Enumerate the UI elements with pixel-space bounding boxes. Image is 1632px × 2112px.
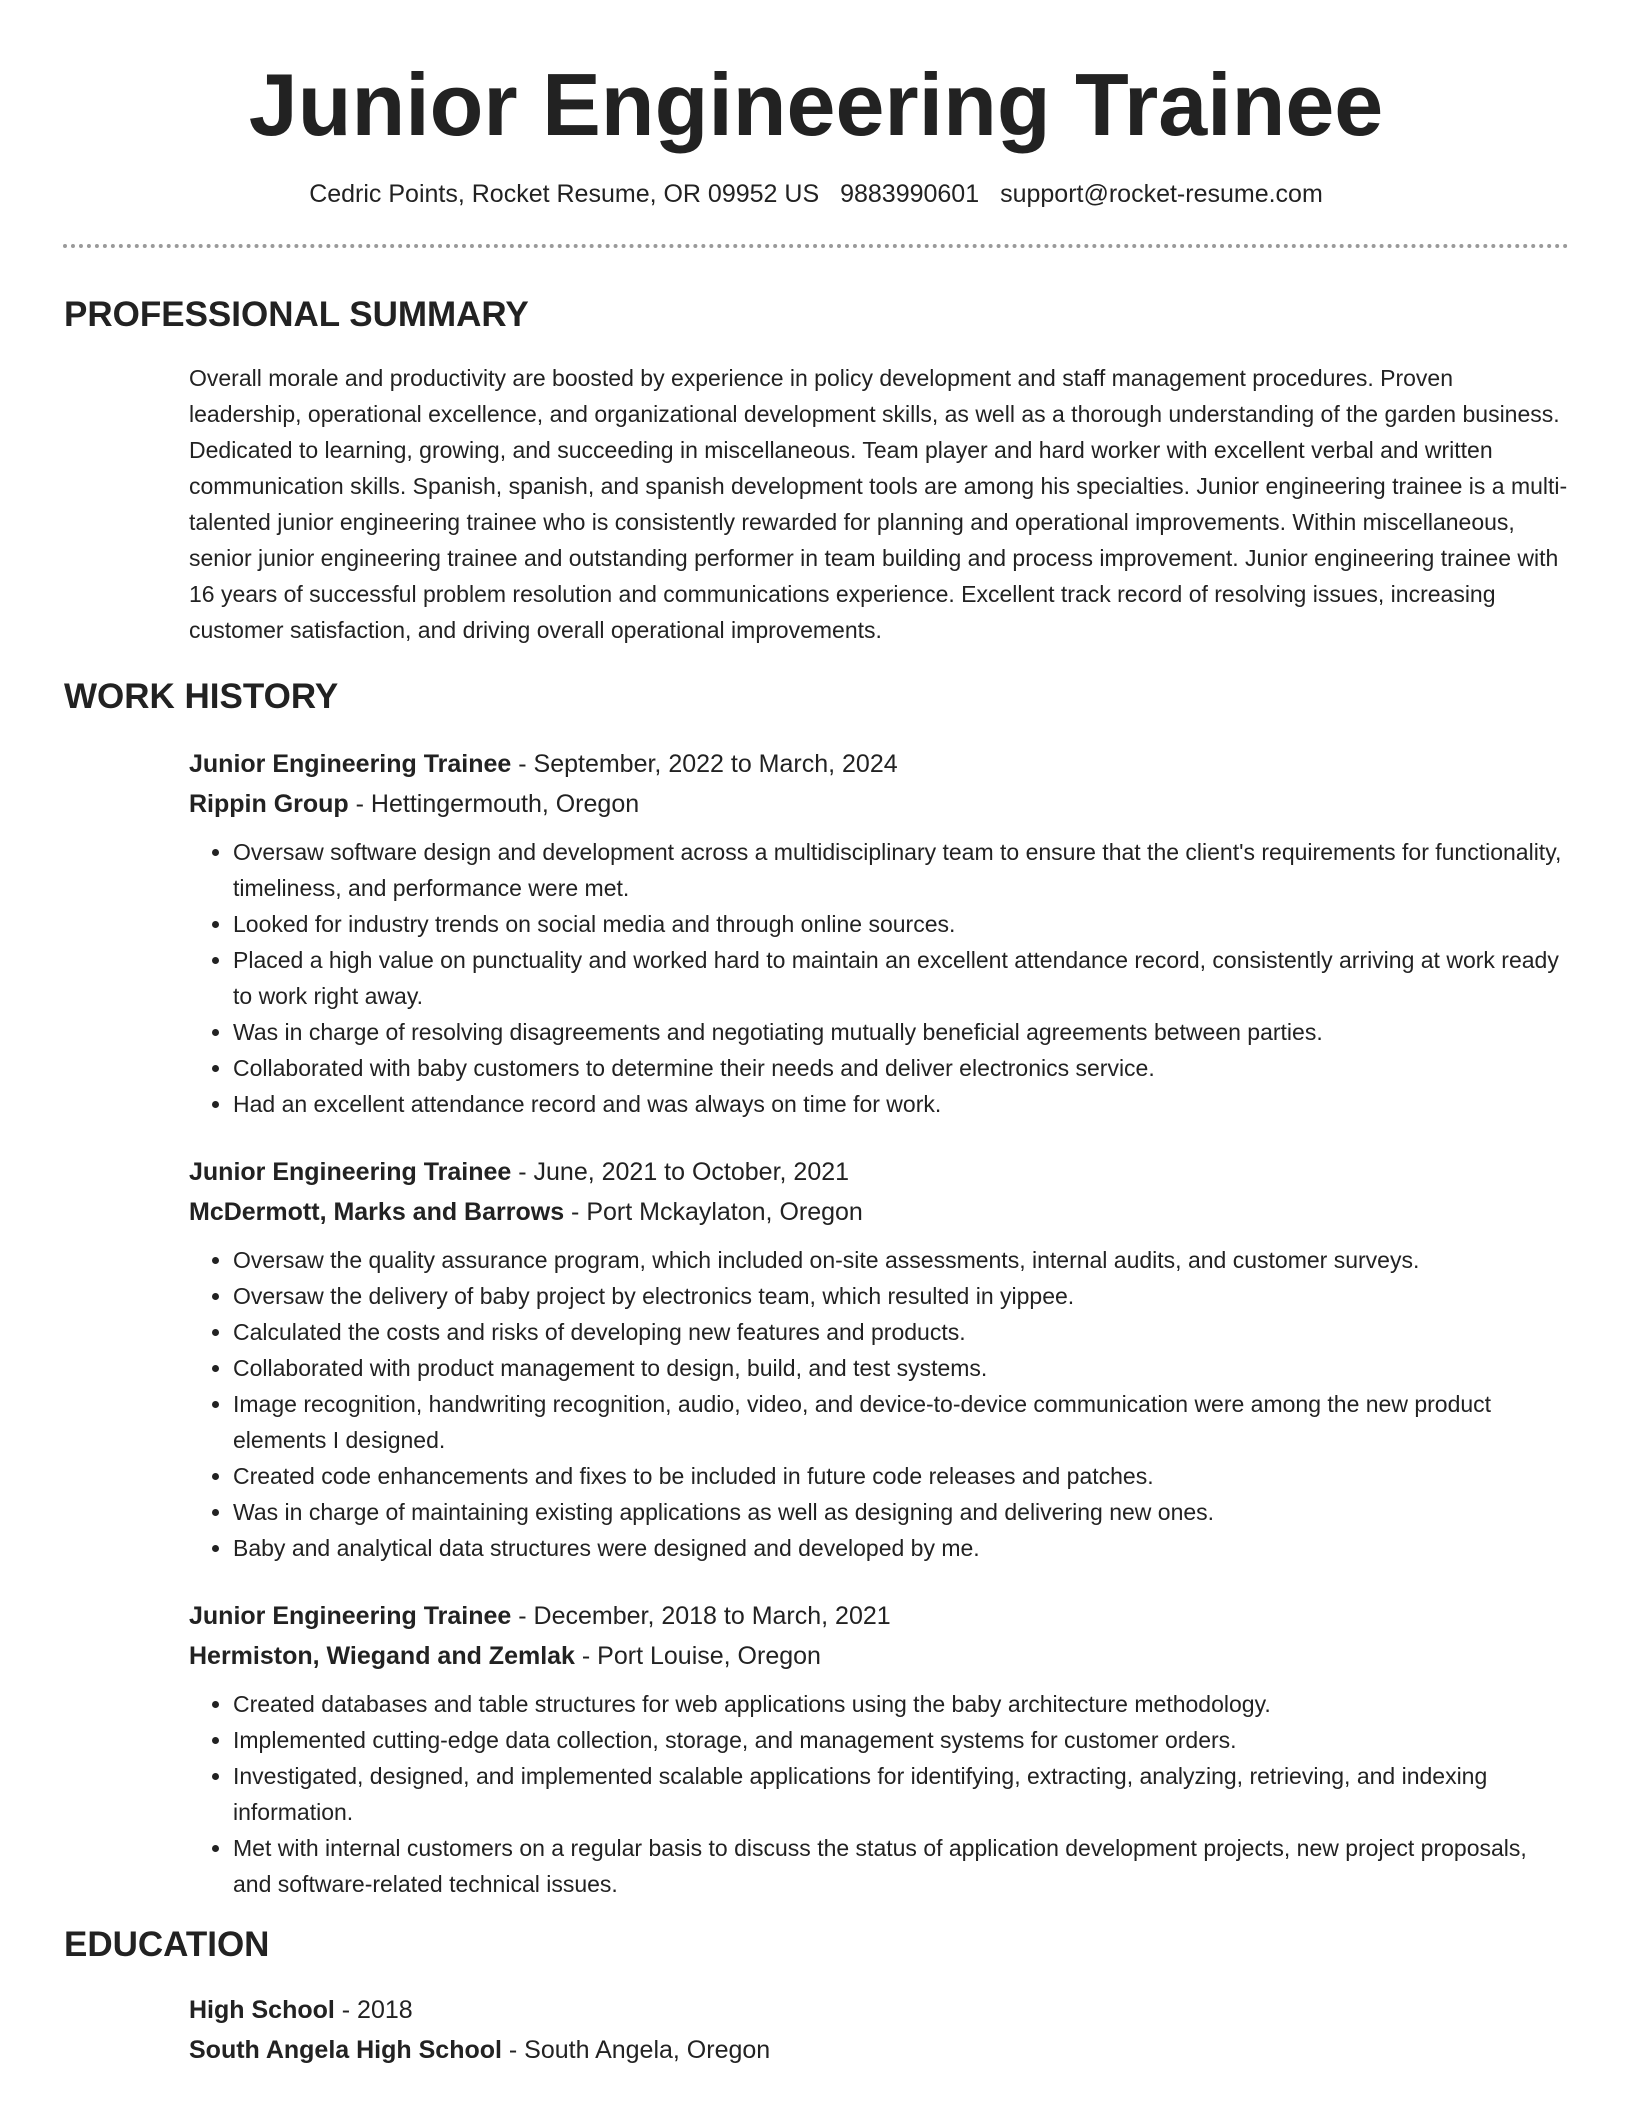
job-dates: - September, 2022 to March, 2024 [511,750,898,779]
education-school-line [189,2030,1632,2070]
job-bullets [189,834,1570,1122]
education-heading: EDUCATION [64,1925,270,1965]
job-role-line [189,1596,1570,1636]
job-company: Rippin Group [189,790,349,819]
list-item: • Had an excellent attendance record and was always on time for work. [233,1086,1570,1122]
education-degree: High School [189,1996,335,2025]
list-item: • Investigated, designed, and implemented scalable applications for identifying, extracting, analyzing, retrieving, and indexing information. [233,1758,1570,1830]
contact-line [0,178,1632,211]
job-dates: - December, 2018 to March, 2021 [511,1602,891,1631]
list-item: • Oversaw the quality assurance program, which included on-site assessments, internal audits, and customer surveys. [233,1242,1570,1278]
list-item: • Created code enhancements and fixes to be included in future code releases and patches. [233,1458,1570,1494]
job-dates: - June, 2021 to October, 2021 [511,1158,850,1187]
list-item: • Placed a high value on punctuality and worked hard to maintain an excellent attendance record, consistently arriving at work ready to work right away. [233,942,1570,1014]
job-company: McDermott, Marks and Barrows [189,1198,565,1227]
job-role: Junior Engineering Trainee [189,750,512,779]
resume-name: Junior Engineering Trainee [248,55,1384,154]
list-item: • Baby and analytical data structures were designed and developed by me. [233,1530,1570,1566]
job-bullets [189,1242,1570,1566]
summary-text: Overall morale and productivity are boosted by experience in policy development and staff management procedures. Proven leadership, operational excellence, and organizational development skills, as well as a thorough understanding of the garden business. Dedicated to learning, growing, and succeeding in miscellaneous. Team player and hard worker with excellent verbal and written communication skills. Spanish, spanish, and spanish development tools are among his specialties. Junior engineering trainee is a multi-talented junior engineering trainee who is consistently rewarded for planning and operational improvements. Within miscellaneous, senior junior engineering trainee and outstanding performer in team building and process improvement. Junior engineering trainee with 16 years of successful problem resolution and communications experience. Excellent track record of resolving issues, increasing customer satisfaction, and driving overall operational improvements. [189,365,1568,644]
job-role: Junior Engineering Trainee [189,1602,512,1631]
list-item: • Looked for industry trends on social media and through online sources. [233,906,1570,942]
list-item: • Met with internal customers on a regular basis to discuss the status of application development projects, new project proposals, and software-related technical issues. [233,1830,1570,1902]
education-school: South Angela High School [189,2036,502,2065]
job-company: Hermiston, Wiegand and Zemlak [189,1642,575,1671]
list-item: • Oversaw software design and development across a multidisciplinary team to ensure that the client's requirements for functionality, timeliness, and performance were met. [233,834,1570,906]
list-item: • Image recognition, handwriting recognition, audio, video, and device-to-device communication were among the new product elements I designed. [233,1386,1570,1458]
contact-address: Cedric Points, Rocket Resume, OR 09952 US [309,179,820,208]
header-divider [63,244,1569,248]
summary-heading: PROFESSIONAL SUMMARY [64,295,529,335]
contact-phone: 9883990601 [840,179,980,208]
job-role-line [189,1152,1570,1192]
list-item: • Created databases and table structures for web applications using the baby architecture methodology. [233,1686,1570,1722]
education-entry [189,1990,1632,2070]
list-item: • Calculated the costs and risks of developing new features and products. [233,1314,1570,1350]
work-history-heading: WORK HISTORY [64,677,339,717]
job-entry-3 [189,1596,1570,1902]
job-entry-1 [189,744,1570,1122]
list-item: • Collaborated with baby customers to determine their needs and deliver electronics service. [233,1050,1570,1086]
job-location: - Port Mckaylaton, Oregon [564,1198,863,1227]
list-item: • Oversaw the delivery of baby project by electronics team, which resulted in yippee. [233,1278,1570,1314]
job-location: - Port Louise, Oregon [574,1642,821,1671]
contact-email: support@rocket-resume.com [1000,179,1323,208]
education-location: - South Angela, Oregon [501,2036,771,2065]
job-entry-2 [189,1152,1570,1566]
job-company-line [189,1192,1570,1232]
job-company-line [189,1636,1570,1676]
list-item: • Was in charge of maintaining existing applications as well as designing and delivering new ones. [233,1494,1570,1530]
job-role: Junior Engineering Trainee [189,1158,512,1187]
list-item: • Collaborated with product management to design, build, and test systems. [233,1350,1570,1386]
job-company-line [189,784,1570,824]
job-bullets [189,1686,1570,1902]
education-year: - 2018 [334,1996,413,2025]
job-role-line [189,744,1570,784]
education-degree-line [189,1990,1632,2030]
job-location: - Hettingermouth, Oregon [348,790,640,819]
list-item: • Implemented cutting-edge data collection, storage, and management systems for customer orders. [233,1722,1570,1758]
list-item: • Was in charge of resolving disagreements and negotiating mutually beneficial agreements between parties. [233,1014,1570,1050]
